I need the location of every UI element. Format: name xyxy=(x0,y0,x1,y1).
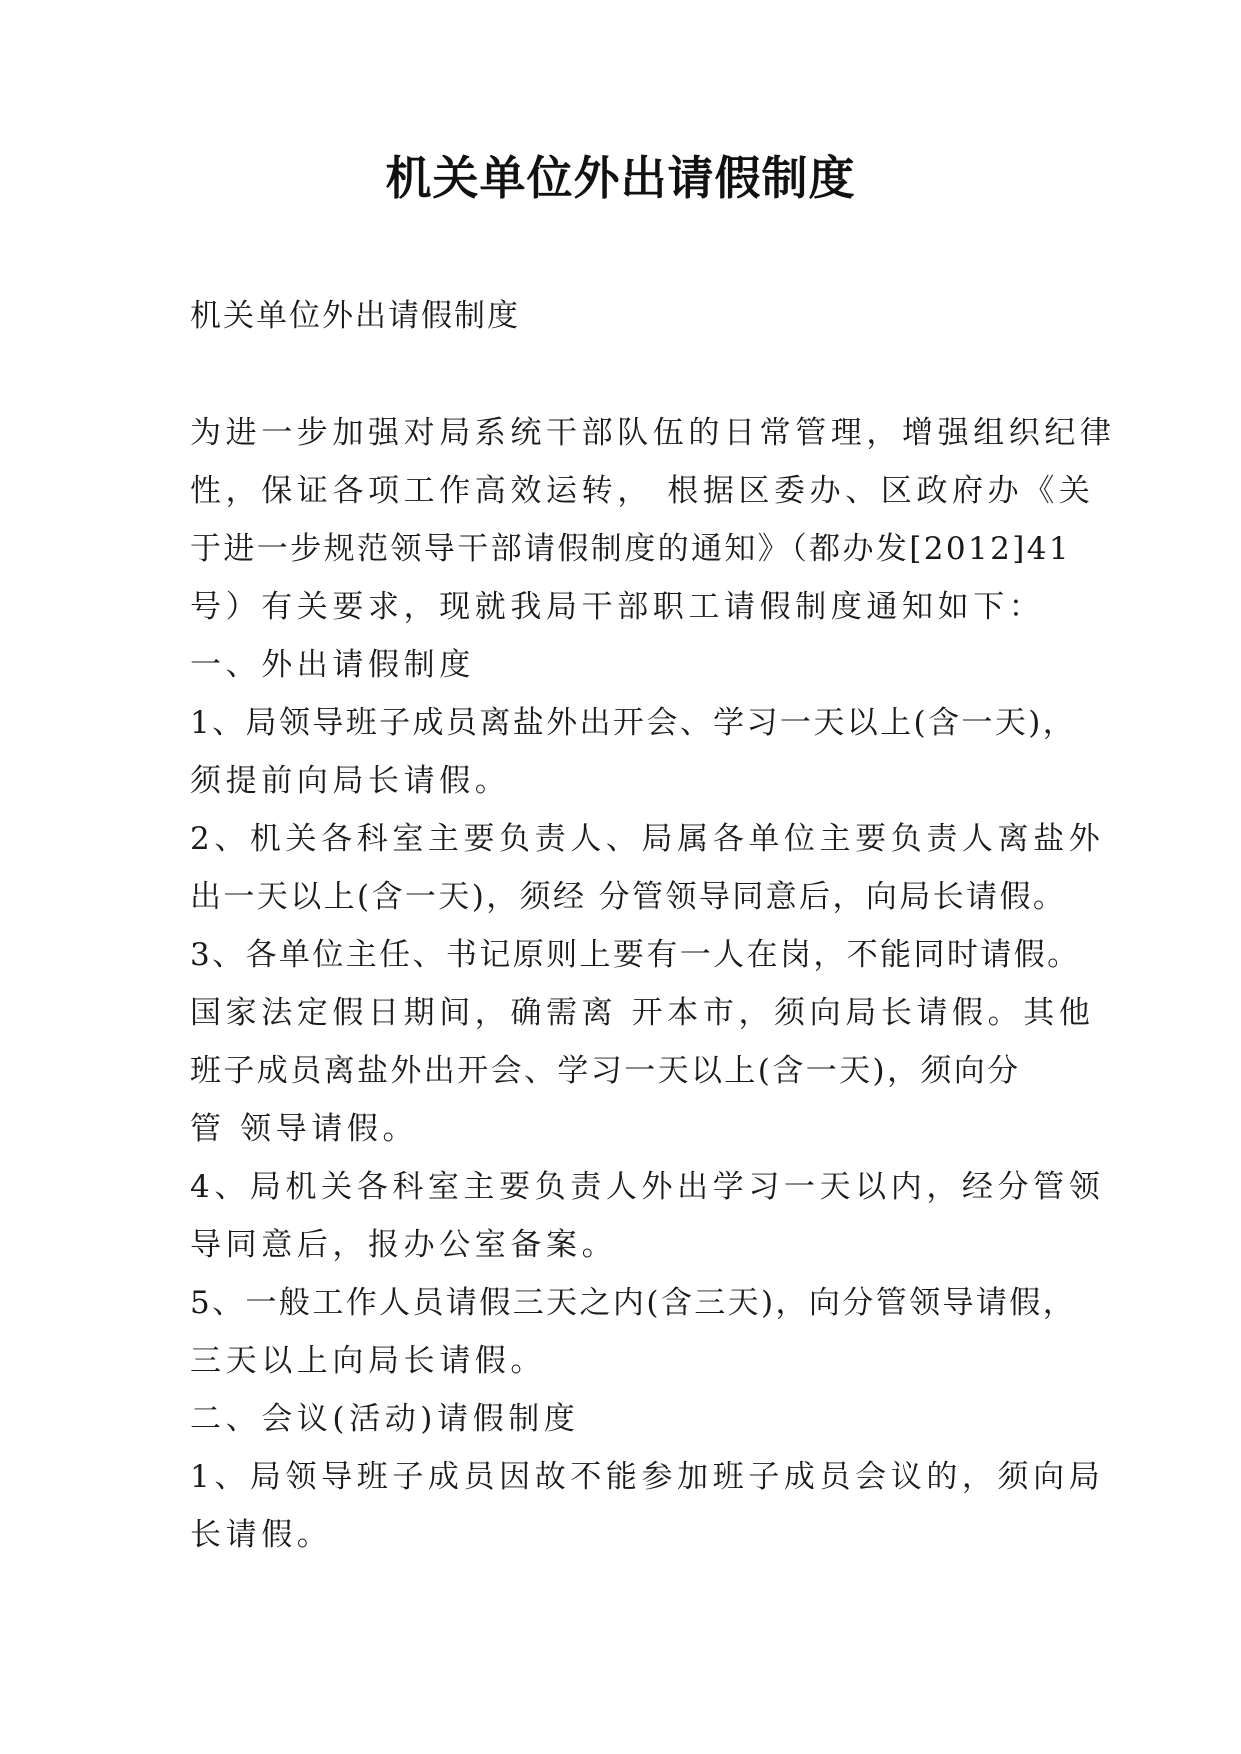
body-line: 性，保证各项工作高效运转， 根据区委办、区政府办《关 xyxy=(190,473,1095,509)
body-line: 长请假。 xyxy=(190,1517,333,1553)
body-line: 班子成员离盐外出开会、学习一天以上(含一天)，须向分 xyxy=(190,1053,1021,1089)
body-line: 于进一步规范领导干部请假制度的通知》（都办发[2012]41 xyxy=(190,531,1072,567)
body-line: 须提前向局长请假。 xyxy=(190,763,511,799)
body-line: 国家法定假日期间，确需离 开本市，须向局长请假。其他 xyxy=(190,995,1095,1031)
body-line: 1、局领导班子成员离盐外出开会、学习一天以上(含一天)， xyxy=(190,705,1077,741)
body-line: 出一天以上(含一天)，须经 分管领导同意后，向局长请假。 xyxy=(190,879,1067,915)
body-line: 号）有关要求，现就我局干部职工请假制度通知如下： xyxy=(190,589,1045,625)
document-body xyxy=(190,404,1116,1564)
body-line: 3、各单位主任、书记原则上要有一人在岗，不能同时请假。 xyxy=(190,937,1081,973)
section-heading-meeting-leave: 二、会议(活动)请假制度 xyxy=(190,1401,580,1437)
body-line: 三天以上向局长请假。 xyxy=(190,1343,546,1379)
document-title: 机关单位外出请假制度 xyxy=(385,151,856,205)
body-line: 2、机关各科室主要负责人、局属各单位主要负责人离盐外 xyxy=(190,821,1105,857)
body-line: 导同意后，报办公室备案。 xyxy=(190,1227,618,1263)
section-heading-leave-outside: 一、外出请假制度 xyxy=(190,647,475,683)
body-line: 管 领导请假。 xyxy=(190,1111,419,1147)
body-line: 5、一般工作人员请假三天之内(含三天)，向分管领导请假， xyxy=(190,1285,1077,1321)
body-line: 为进一步加强对局系统干部队伍的日常管理，增强组织纪律 xyxy=(190,415,1116,451)
body-line: 1、局领导班子成员因故不能参加班子成员会议的，须向局 xyxy=(190,1459,1105,1495)
document-subtitle: 机关单位外出请假制度 xyxy=(190,298,520,334)
body-line: 4、局机关各科室主要负责人外出学习一天以内，经分管领 xyxy=(190,1169,1105,1205)
